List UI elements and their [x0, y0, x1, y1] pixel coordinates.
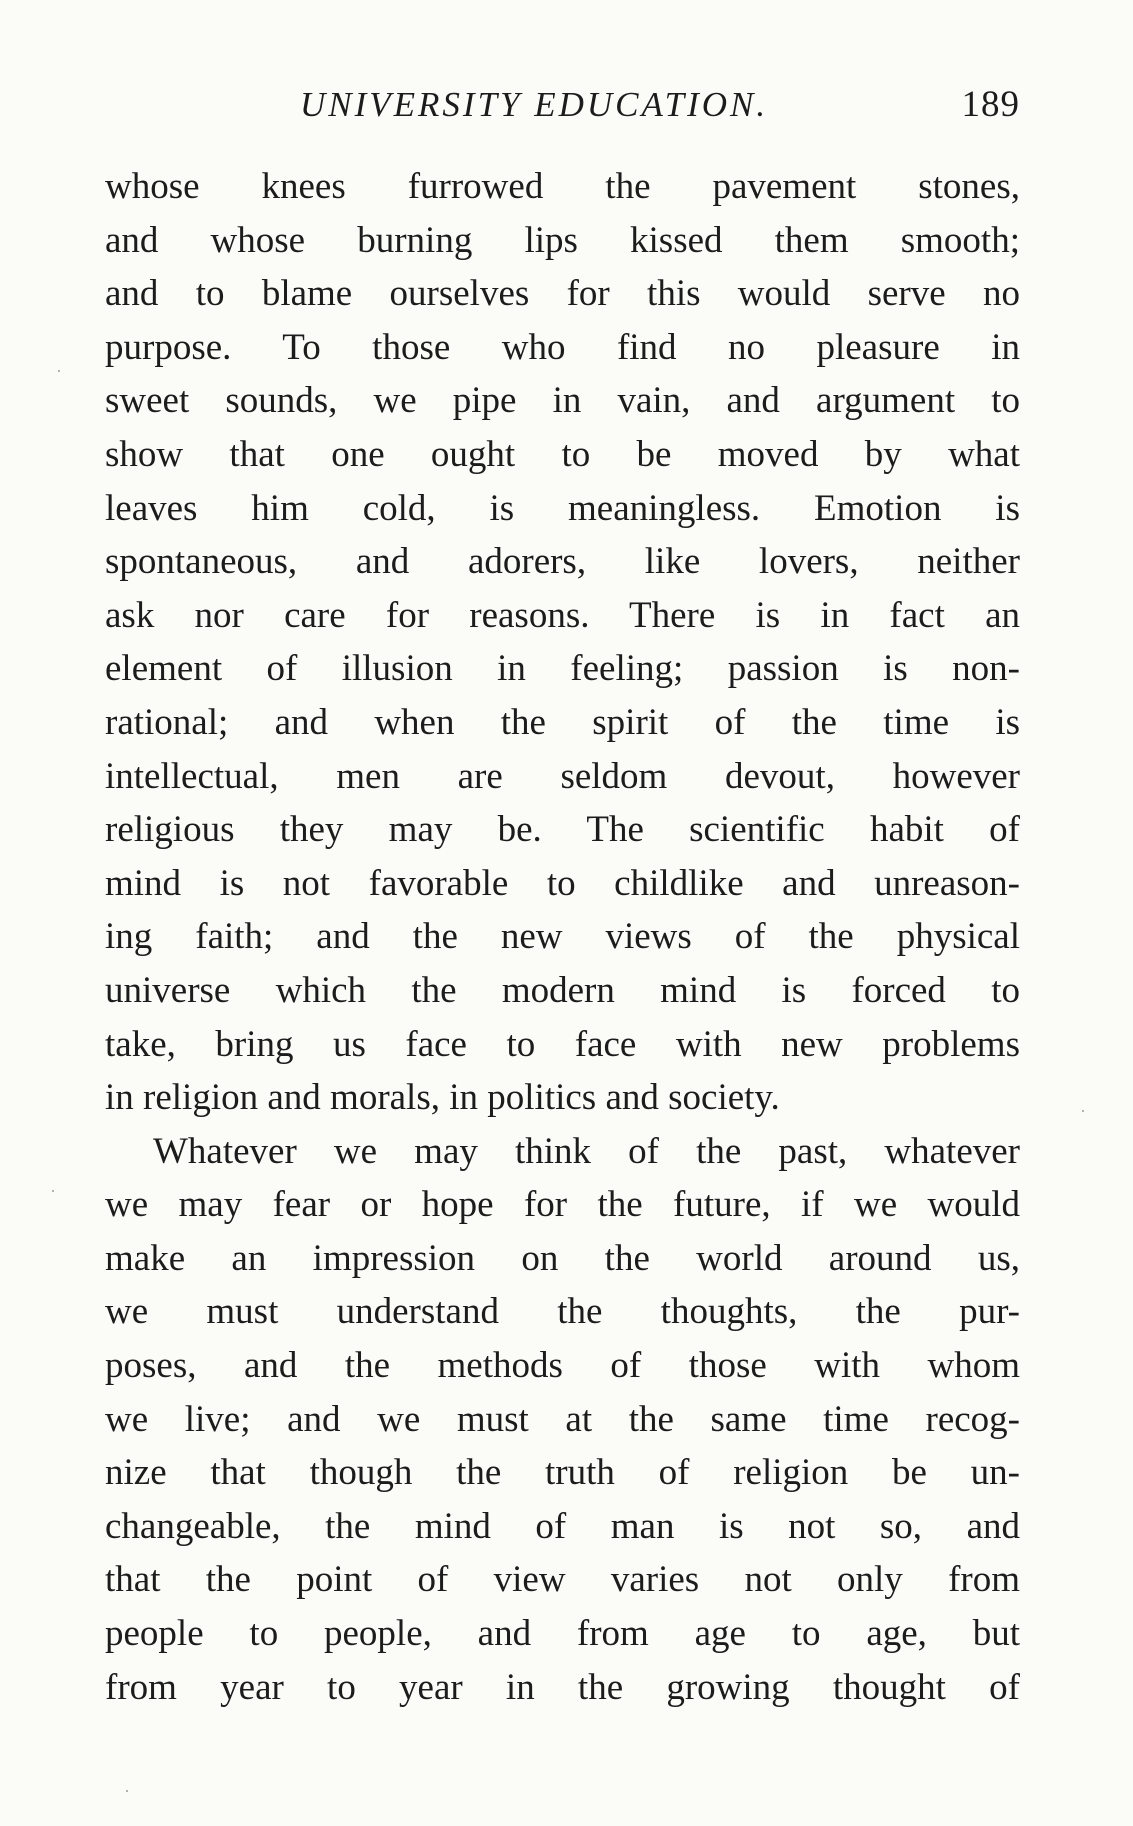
- text-line: ing faith; and the new views of the physical: [105, 916, 1020, 958]
- text-line: we may fear or hope for the future, if we would: [105, 1184, 1020, 1226]
- paragraph-2: [105, 1125, 1020, 1715]
- text-line: rational; and when the spirit of the time is: [105, 701, 1020, 743]
- running-head: [105, 80, 1020, 130]
- text-line: we live; and we must at the same time recog-: [105, 1398, 1020, 1440]
- text-line: make an impression on the world around us,: [105, 1237, 1020, 1279]
- text-line: universe which the modern mind is forced to: [105, 969, 1020, 1011]
- page-number: 189: [961, 84, 1020, 125]
- running-title: UNIVERSITY EDUCATION.: [300, 85, 769, 124]
- text-line: nize that though the truth of religion be un-: [105, 1452, 1020, 1494]
- text-line: intellectual, men are seldom devout, however: [105, 755, 1020, 797]
- text-line: poses, and the methods of those with whom: [105, 1345, 1020, 1387]
- text-line: people to people, and from age to age, but: [105, 1613, 1020, 1655]
- body-text: [105, 160, 1020, 1714]
- text-line: sweet sounds, we pipe in vain, and argument to: [105, 380, 1020, 422]
- paper-speck: [126, 1790, 128, 1792]
- text-line: from year to year in the growing thought of: [105, 1666, 1020, 1708]
- text-line: religious they may be. The scientific habit of: [105, 809, 1020, 851]
- text-line: element of illusion in feeling; passion is non-: [105, 648, 1020, 690]
- text-line: Whatever we may think of the past, whatever: [153, 1130, 1020, 1172]
- text-line: and whose burning lips kissed them smooth;: [105, 219, 1020, 261]
- paragraph-1: [105, 160, 1020, 1125]
- text-line: ask nor care for reasons. There is in fact an: [105, 594, 1020, 636]
- text-line: take, bring us face to face with new problems: [105, 1023, 1020, 1065]
- paper-speck: [1082, 1110, 1084, 1112]
- text-line: purpose. To those who find no pleasure in: [105, 326, 1020, 368]
- text-line: in religion and morals, in politics and society.: [105, 1077, 780, 1119]
- text-line: that the point of view varies not only from: [105, 1559, 1020, 1601]
- text-line: we must understand the thoughts, the pur-: [105, 1291, 1020, 1333]
- text-line: changeable, the mind of man is not so, and: [105, 1505, 1020, 1547]
- paper-speck: [52, 1190, 54, 1192]
- paper-speck: [58, 370, 60, 372]
- text-line: and to blame ourselves for this would serve no: [105, 273, 1020, 315]
- text-line: spontaneous, and adorers, like lovers, neither: [105, 541, 1020, 583]
- text-line: leaves him cold, is meaningless. Emotion is: [105, 487, 1020, 529]
- text-line: mind is not favorable to childlike and unreason-: [105, 862, 1020, 904]
- text-line: show that one ought to be moved by what: [105, 433, 1020, 475]
- text-line: whose knees furrowed the pavement stones,: [105, 166, 1020, 207]
